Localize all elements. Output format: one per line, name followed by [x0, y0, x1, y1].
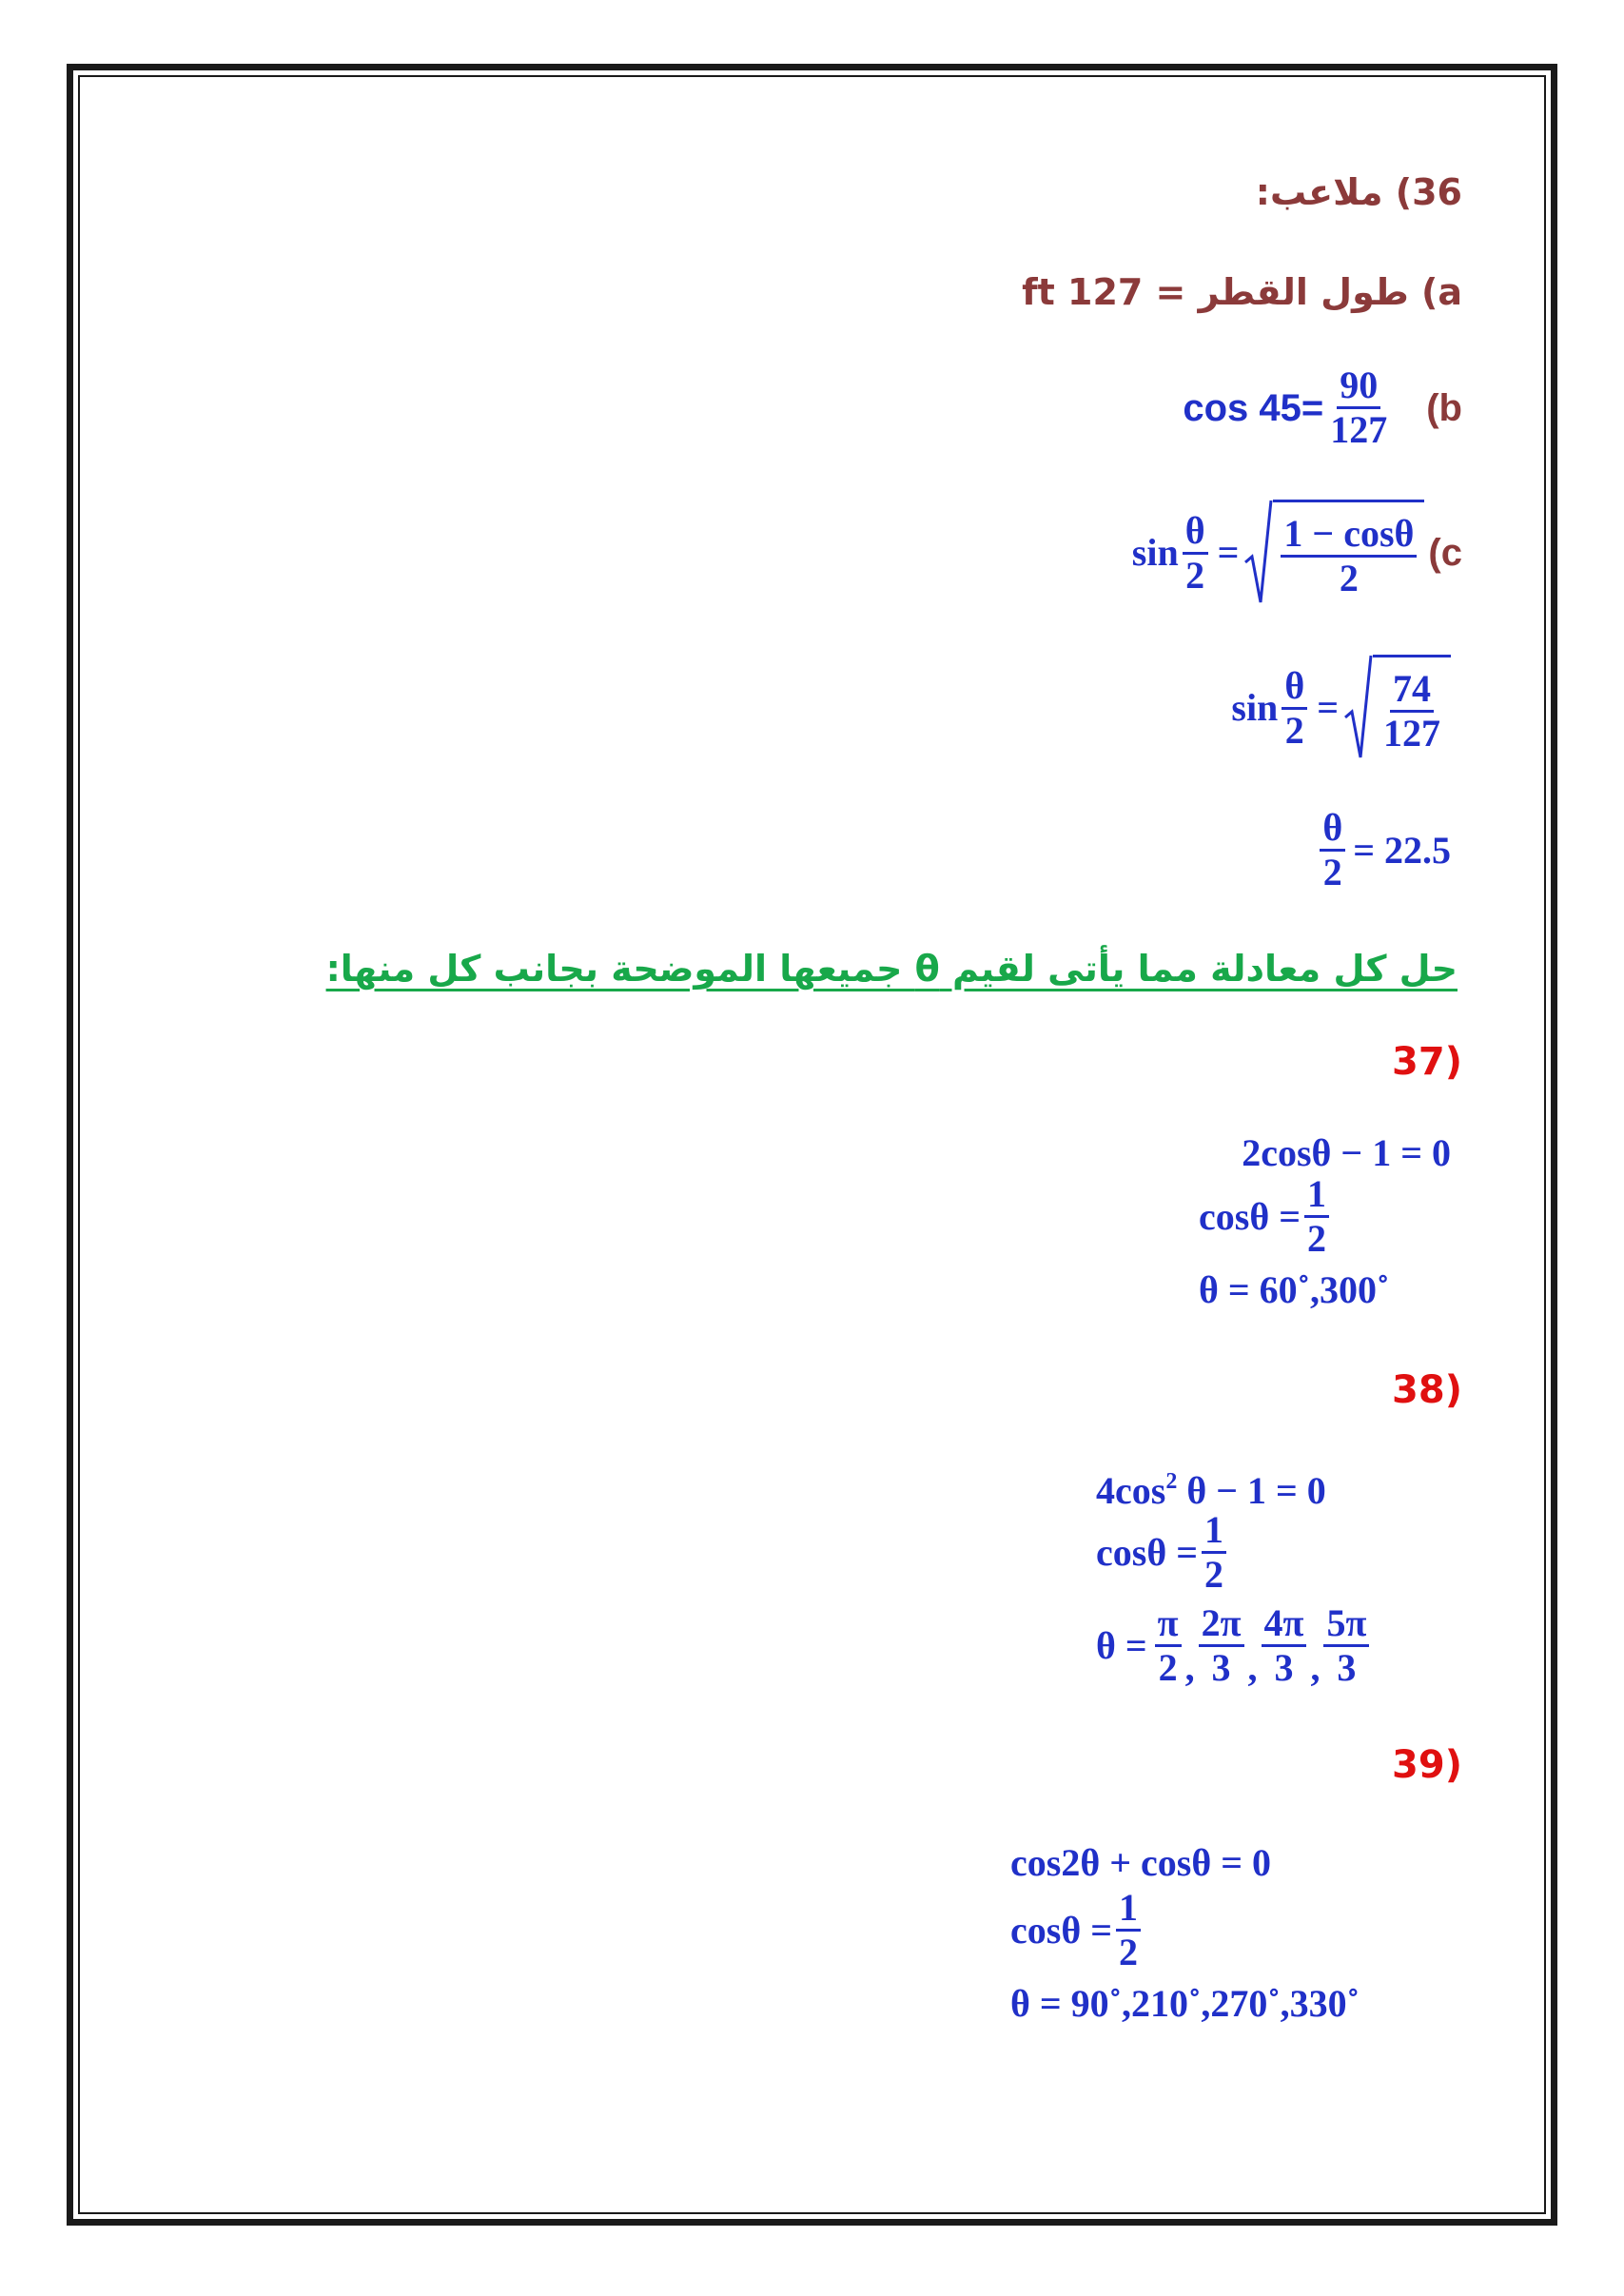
exponent: 2	[1165, 1469, 1178, 1494]
q36-part-b	[1183, 363, 1462, 451]
half-angle-fraction	[1281, 512, 1417, 599]
cos-theta-label: cosθ =	[1096, 1530, 1198, 1574]
radical-sign-icon	[1344, 655, 1373, 761]
fraction-denominator: 127	[1383, 712, 1440, 755]
solution-fraction	[1262, 1601, 1307, 1689]
q37-equation: 2cosθ − 1 = 0	[1242, 1131, 1451, 1174]
q39-equation: cos2θ + cosθ = 0	[1010, 1841, 1271, 1884]
fraction-numerator: θ	[1183, 512, 1208, 555]
solution-fraction	[1155, 1601, 1182, 1689]
cos45-expression: cos 45=	[1183, 386, 1324, 429]
comma: ,	[1310, 1646, 1321, 1689]
fraction-denominator: 2	[1322, 851, 1342, 893]
q36-part-c	[1132, 500, 1462, 606]
fraction-one-half	[1304, 1172, 1329, 1260]
q36-part-c-step2	[1231, 655, 1451, 761]
fraction-denominator: 2	[1204, 1553, 1223, 1596]
q38-cos-value	[1096, 1508, 1230, 1596]
q36-heading: 36) ملاعب:	[1255, 171, 1462, 213]
part-c-label: (c	[1428, 532, 1462, 574]
solution-fraction	[1323, 1601, 1369, 1689]
fraction-denominator: 2	[1185, 553, 1205, 597]
fraction-one-half	[1116, 1886, 1141, 1973]
q38-equation	[1096, 1470, 1326, 1510]
cos-theta-label: cosθ =	[1199, 1194, 1301, 1238]
q39-label: (39	[1392, 1743, 1462, 1787]
sin-label: sin	[1131, 531, 1179, 574]
fraction-numerator: θ	[1320, 809, 1345, 852]
q39-cos-value	[1010, 1886, 1145, 1973]
fraction-denominator: 2	[1307, 1217, 1326, 1260]
q36-part-a: a) طول القطر = 127 ft	[1022, 271, 1462, 313]
fraction-90-127	[1327, 363, 1390, 451]
fraction-numerator: 1 − cosθ	[1281, 515, 1417, 558]
fraction-numerator: 90	[1337, 366, 1380, 409]
q38-label: (38	[1392, 1368, 1462, 1412]
q37-label: (37	[1392, 1040, 1462, 1084]
instruction-heading: حل كل معادلة مما يأتى لقيم θ جميعها الموضحة بجانب كل منها:	[325, 948, 1458, 990]
comma: ,	[1184, 1646, 1195, 1689]
fraction-denominator: 3	[1274, 1646, 1294, 1689]
term-4cos: 4cos	[1096, 1469, 1166, 1512]
theta-equals: θ =	[1096, 1623, 1147, 1667]
fraction-denominator: 2	[1119, 1931, 1138, 1973]
square-root	[1244, 500, 1424, 606]
equals-sign: =	[1217, 531, 1240, 574]
sin-label: sin	[1231, 686, 1279, 729]
fraction-denominator: 3	[1211, 1646, 1231, 1689]
fraction-numerator: 74	[1390, 670, 1434, 713]
radical-sign-icon	[1244, 500, 1273, 606]
square-root	[1344, 655, 1451, 761]
fraction-numerator: 4π	[1262, 1604, 1307, 1647]
fraction-numerator: 1	[1116, 1889, 1141, 1932]
term-rest: θ − 1 = 0	[1177, 1469, 1326, 1512]
q39-solutions: θ = 90˚,210˚,270˚,330˚	[1010, 1982, 1360, 2025]
theta-over-2	[1183, 508, 1208, 597]
q37-cos-value	[1199, 1172, 1333, 1260]
fraction-denominator: 2	[1158, 1646, 1178, 1689]
fraction-numerator: 1	[1202, 1511, 1226, 1554]
fraction-denominator: 3	[1337, 1646, 1357, 1689]
theta-over-2	[1282, 663, 1307, 752]
q38-solutions	[1096, 1601, 1373, 1689]
fraction-numerator: θ	[1282, 667, 1307, 710]
fraction-denominator: 127	[1330, 408, 1388, 451]
fraction-numerator: 2π	[1199, 1604, 1244, 1647]
fraction-74-127	[1380, 667, 1443, 755]
q37-solutions: θ = 60˚,300˚	[1199, 1268, 1390, 1311]
solution-fraction	[1199, 1601, 1244, 1689]
part-b-label: (b	[1426, 386, 1462, 429]
fraction-one-half	[1202, 1508, 1226, 1596]
fraction-denominator: 2	[1339, 557, 1359, 599]
half-angle-value: = 22.5	[1353, 828, 1451, 872]
cos-theta-label: cosθ =	[1010, 1908, 1112, 1952]
fraction-numerator: π	[1155, 1604, 1182, 1647]
equals-sign: =	[1317, 686, 1339, 729]
fraction-numerator: 5π	[1323, 1604, 1369, 1647]
q36-part-c-step3	[1316, 806, 1451, 893]
comma: ,	[1247, 1646, 1258, 1689]
theta-over-2	[1320, 806, 1345, 893]
fraction-denominator: 2	[1284, 708, 1304, 752]
fraction-numerator: 1	[1304, 1175, 1329, 1218]
